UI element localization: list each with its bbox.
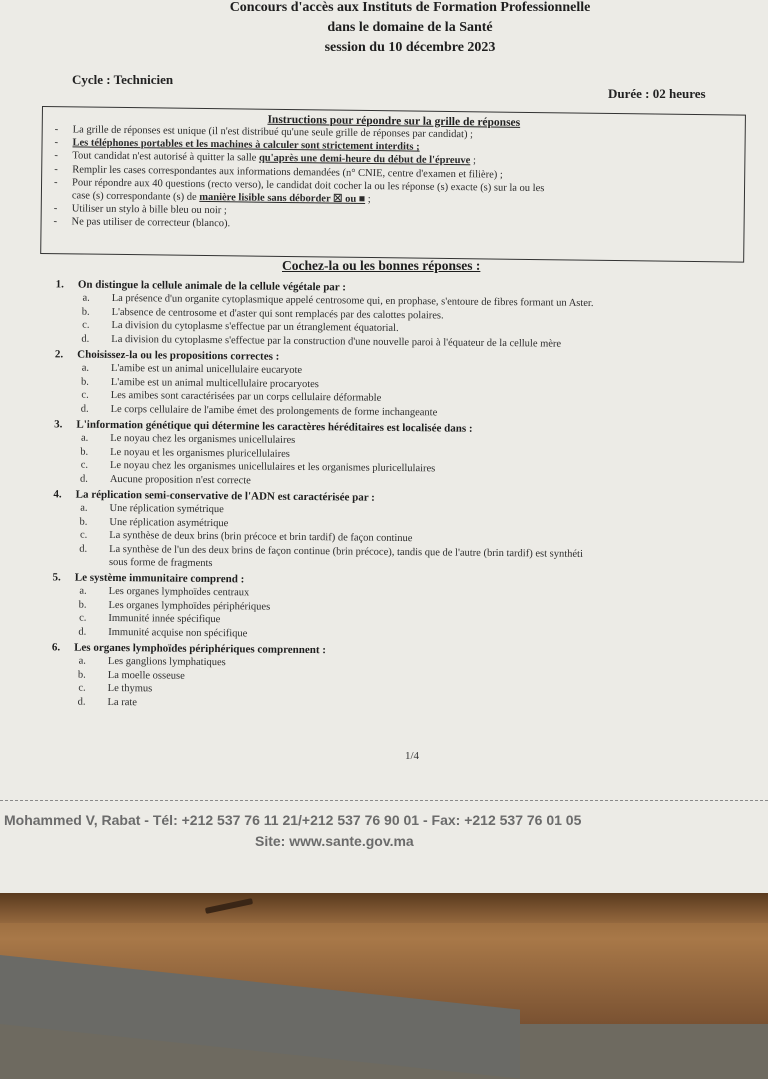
footer-address: Mohammed V, Rabat - Tél: +212 537 76 11 21/+212 537 76 90 01 - Fax: +212 537 76 01 05 [4,812,581,828]
option-text: Immunité acquise non spécifique [108,626,247,638]
option-text: Les ganglions lymphatiques [108,656,226,668]
option-text: La rate [107,696,137,707]
instruction-text: La grille de réponses est unique (il n'est distribué qu'une seule grille de réponses par candidat) ; [73,124,473,140]
question-text: La réplication semi-conservative de l'ADN est caractérisée par : [76,489,375,504]
option-text: Le noyau chez les organismes unicellulaires et les organismes pluricellulaires [110,460,435,474]
option-letter: a. [18,431,110,445]
instruction-text: Remplir les cases correspondantes aux informations demandées (n° CNIE, centre d'examen et filière) ; [72,164,503,180]
option-letter: b. [16,667,108,681]
option-letter: b. [16,597,108,611]
bullet-dash: - [54,136,72,149]
option-text: La présence d'un organite cytoplasmique appelé centrosome qui, en prophase, s'entoure de fibres formant un Aster. [112,293,594,309]
option-letter: c. [17,528,109,542]
question-4 [17,487,768,576]
option-letter: a. [16,654,108,668]
instruction-text: ; [365,194,371,205]
option-text: Les amibes sont caractérisées par un corps cellulaire déformable [111,390,382,404]
question-3 [18,417,768,493]
option-letter: b. [17,514,109,528]
instructions-box [40,106,746,263]
instruction-prefix: Tout candidat n'est autorisé à quitter la salle [72,151,259,164]
option-text-continuation: sous forme de fragments [17,555,768,576]
option-text: Immunité innée spécifique [108,613,220,625]
instruction-emphasis: qu'après une demi-heure du début de l'épreuve [259,153,471,167]
question-text: L'information génétique qui détermine les caractères héréditaires est localisée dans : [76,419,472,435]
question-text: On distingue la cellule animale de la cellule végétale par : [78,279,346,294]
question-text: Les organes lymphoïdes périphériques comprennent : [74,642,326,657]
option-letter: c. [16,611,108,625]
header-line-1: Concours d'accès aux Instituts de Formation Professionnelle [130,0,690,16]
question-number: 3. [18,417,76,432]
option-letter: c. [19,318,111,332]
question-number: 4. [18,487,76,502]
option-text: Les organes lymphoïdes centraux [109,586,250,598]
bullet-dash: - [54,216,72,229]
option-letter: a. [17,501,109,515]
option-text: Aucune proposition n'est correcte [110,473,251,485]
option-letter: d. [18,471,110,485]
option-text: La division du cytoplasme s'effectue par la construction d'une nouvelle paroi à l'équateur de la cellule mère [111,333,561,349]
option-letter: d. [19,331,111,345]
option-letter: b. [19,374,111,388]
option-letter: d. [16,624,108,638]
question-number: 6. [16,640,74,655]
option-text: Les organes lymphoïdes périphériques [108,599,270,612]
bullet-dash: - [54,163,72,176]
header-line-3: session du 10 décembre 2023 [130,40,690,56]
option-letter: a. [19,361,111,375]
option-text: L'amibe est un animal multicellulaire procaryotes [111,376,319,389]
option-text: La synthèse de deux brins (brin précoce et brin tardif) de façon continue [109,530,412,544]
table-edge [0,893,768,923]
option-letter: d. [17,541,109,555]
option-letter: a. [17,584,109,598]
question-1 [19,277,768,353]
option-text: Le noyau chez les organismes unicellulaires [110,433,295,446]
bullet-dash: - [54,176,72,189]
page-number: 1/4 [405,750,419,762]
instructions-title: Instructions pour répondre sur la grille de réponses [43,111,745,132]
bullet-dash: - [54,202,72,215]
option-letter: c. [18,458,110,472]
option-text: L'absence de centrosome et d'aster qui sont remplacés par des calottes polaires. [112,306,444,320]
option-text: Le thymus [108,683,153,694]
section-subtitle: Cochez-la ou les bonnes réponses : [282,258,480,274]
question-number: 5. [17,570,75,585]
question-text: Le système immunitaire comprend : [75,572,245,586]
option-text: L'amibe est un animal unicellulaire eucaryote [111,363,302,376]
option-text: Une réplication symétrique [110,503,224,515]
bullet-dash: - [55,123,73,136]
option-text: La moelle osseuse [108,669,185,681]
question-number: 1. [20,277,78,292]
cycle-label: Cycle : Technicien [72,72,173,88]
option-text: Le corps cellulaire de l'amibe émet des prolongements de forme inchangeante [111,403,438,417]
instructions-list [42,123,745,237]
bullet-dash: - [54,150,72,163]
option-letter: a. [20,291,112,305]
footer-site: Site: www.sante.gov.ma [255,833,414,849]
duration-label: Durée : 02 heures [608,86,706,102]
option-letter: d. [19,401,111,415]
option-letter: b. [20,304,112,318]
instruction-text: ; [470,156,476,167]
question-2 [19,347,768,423]
option-letter: c. [16,681,108,695]
instruction-emphasis: manière lisible sans déborder ☒ ou ■ [199,192,365,205]
question-5 [16,570,768,646]
option-letter: c. [19,388,111,402]
question-text: Choisissez-la ou les propositions correctes : [77,349,279,363]
option-letter: d. [15,694,107,708]
option-text: La synthèse de l'un des deux brins de façon continue (brin précoce), tandis que de l'autre (brin tardif) est synthéti [109,543,583,559]
instruction-text: Utiliser un stylo à bille bleu ou noir ; [72,204,227,217]
question-number: 2. [19,347,77,362]
instruction-text: Pour répondre aux 40 questions (recto verso), le candidat doit cocher la ou les réponse (s) exacte (s) sur la ou les [72,177,544,194]
footer-divider [0,800,768,801]
option-text: La division du cytoplasme s'effectue par un étranglement équatorial. [111,320,398,334]
question-6 [15,640,768,716]
questions-list [15,275,768,716]
instruction-emphasis: Les téléphones portables et les machines à calculer sont strictement interdits ; [72,138,419,153]
option-text: Une réplication asymétrique [109,516,228,528]
instruction-text: Ne pas utiliser de correcteur (blanco). [72,217,231,230]
option-text: Le noyau et les organismes pluricellulaires [110,446,290,459]
instruction-prefix: case (s) correspondante (s) de [72,190,200,203]
header-line-2: dans le domaine de la Santé [130,20,690,36]
option-letter: b. [18,444,110,458]
